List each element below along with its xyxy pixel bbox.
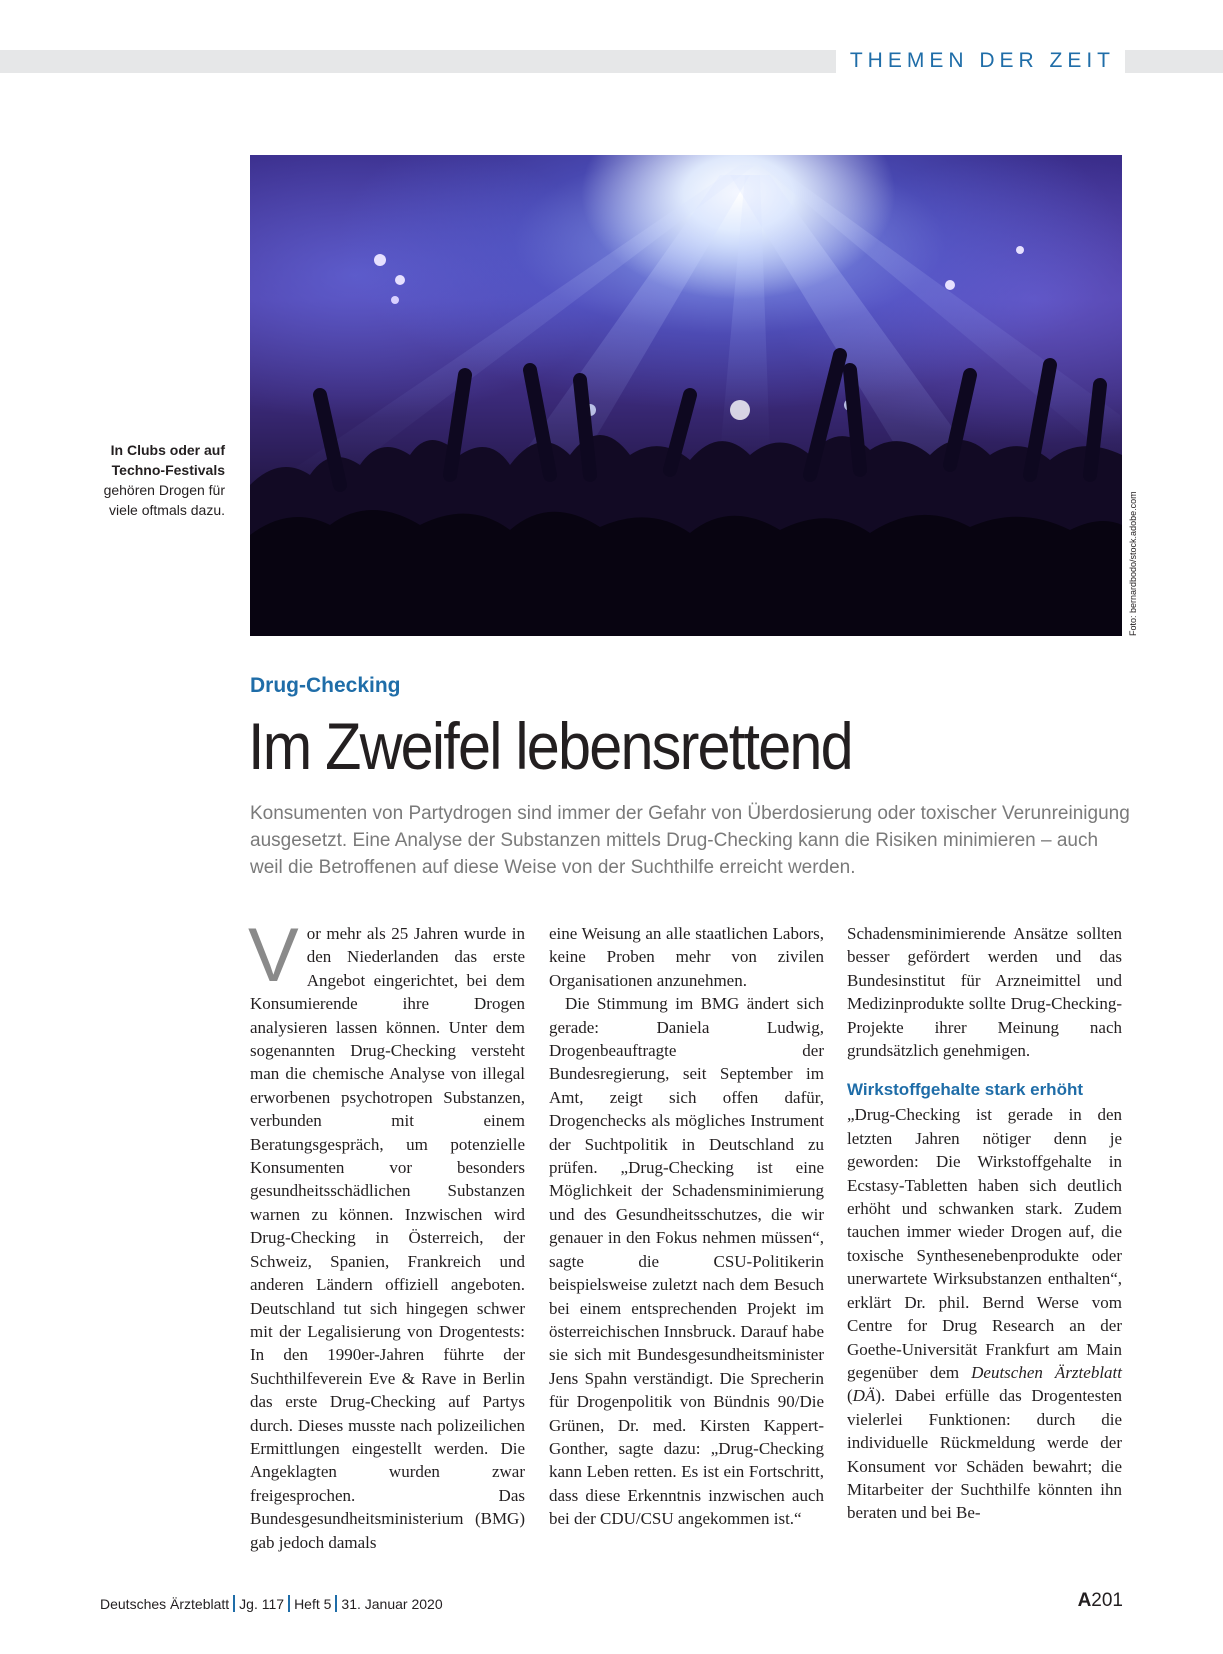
article-column-1 <box>248 913 525 1554</box>
paragraph: or mehr als 25 Jahren wurde in den Niederlanden das erste Angebot eingerichtet, bei dem Konsumierende ihre Drogen analysieren lassen können. Unter dem sogenannten Drug-Checking versteht man die chemische Analyse von illegal erworbenen psychotropen Substanzen, verbunden mit einem Beratungsgespräch, um potenzielle Konsumenten vor besonders gesundheitsschädlichen Substanzen warnen zu können. Inzwischen wird Drug-Checking in Österreich, der Schweiz, Spanien, Frankreich und anderen Ländern offiziell angeboten. Deutschland tut sich hingegen schwer mit der Legalisierung von Drogentests: In den 1990er-Jahren führte der Suchthilfeverein Eve & Rave in Berlin das erste Drug-Checking auf Partys durch. Dieses musste nach polizeilichen Ermittlungen eingestellt werden. Die Angeklagten wurden zwar freigesprochen. Das Bundesgesundheitsministerium (BMG) gab jedoch damals <box>250 924 525 1552</box>
article-column-3 <box>847 922 1122 1525</box>
caption-line-4: viele oftmals dazu. <box>109 502 225 518</box>
page-prefix: A <box>1077 1590 1092 1611</box>
article-headline: Im Zweifel lebensrettend <box>248 709 852 783</box>
publication-abbreviation: DÄ <box>852 1386 876 1406</box>
separator <box>335 1595 337 1612</box>
paragraph: Die Stimmung im BMG ändert sich gerade: Daniela Ludwig, Drogenbeauftragte der Bundesregierung, seit September im Amt, zeigt sich offen dafür, Drogenchecks als mögliches Instrument der Suchtpolitik in Deutschland zu prüfen. „Drug-Checking ist eine Möglichkeit der Schadensminimierung und des Gesundheitsschutzes, die wir genauer in den Fokus nehmen müssen“, sagte die CSU-Politikerin beispielsweise zuletzt nach dem Besuch bei einem entsprechenden Projekt im österreichischen Innsbruck. Darauf habe sie sich mit Bundesgesundheitsminister Jens Spahn verständigt. Die Sprecherin für Drogenpolitik von Bündnis 90/Die Grünen, Dr. med. Kirsten Kappert-Gonther, sagte dazu: „Drug-Checking kann Leben retten. Es ist ein Fortschritt, dass diese Erkenntnis inzwischen auch bei der CDU/CSU angekommen ist.“ <box>549 994 824 1529</box>
caption-bold-line-2: Techno-Festivals <box>111 462 225 478</box>
journal-date: 31. Januar 2020 <box>341 1596 443 1612</box>
stage-light <box>395 275 405 285</box>
concert-photo <box>250 155 1122 636</box>
article-subheading: Wirkstoffgehalte stark erhöht <box>847 1080 1083 1100</box>
stage-light <box>391 296 399 304</box>
footer-citation <box>100 1595 443 1612</box>
article-kicker: Drug-Checking <box>250 674 401 697</box>
article-lead: Konsumenten von Partydrogen sind immer der Gefahr von Überdosierung oder toxischer Verunreinigung ausgesetzt. Eine Analyse der Substanzen mittels Drug-Checking kann die Risiken minimieren – auch weil die Betroffenen auf diese Weise von der Suchthilfe erreicht werden. <box>250 803 1130 878</box>
article-column-2 <box>549 922 824 1531</box>
page-number <box>1078 1590 1123 1612</box>
stage-light <box>1016 246 1024 254</box>
journal-name: Deutsches Ärzteblatt <box>100 1596 230 1612</box>
photo-credit: Foto: bernardbodo/stock.adobe.com <box>1128 491 1138 636</box>
paragraph: eine Weisung an alle staatlichen Labors, keine Proben mehr von zivilen Organisationen anzunehmen. <box>549 924 824 990</box>
caption-line-3: gehören Drogen für <box>103 482 225 498</box>
separator <box>288 1595 290 1612</box>
stage-light <box>945 280 955 290</box>
paragraph <box>847 1103 1122 1524</box>
publication-name: Deutschen Ärzteblatt <box>971 1362 1122 1382</box>
concert-crowd-illustration <box>250 155 1122 636</box>
section-label: THEMEN DER ZEIT <box>836 48 1125 74</box>
stage-light <box>374 254 386 266</box>
stage-light <box>730 400 750 420</box>
paragraph-text: „Drug-Checking ist gerade in den letzten Jahren nötiger denn je geworden: Die Wirkstoffgehalte in Ecstasy-Tabletten haben sich deutlich erhöht und schwanken stark. Zudem tauchen immer wieder Drogen auf, die toxische Synthesenebenprodukte oder unerwartete Wirksubstanzen enthalten“, erklärt Dr. phil. Bernd Werse vom Centre for Drug Research an der Goethe-Universität Frankfurt am Main gegenüber dem <box>847 1105 1122 1382</box>
paragraph: Schadensminimierende Ansätze sollten besser gefördert werden und das Bundesinstitut für Arzneimittel und Medizinprodukte sollte Drug-Checking-Projekte ihrer Meinung nach grundsätzlich genehmigen. <box>847 924 1122 1061</box>
photo-caption <box>60 440 225 520</box>
paragraph-text: ( <box>847 1386 853 1406</box>
drop-cap: V <box>248 913 299 998</box>
journal-issue: Heft 5 <box>294 1596 332 1612</box>
caption-bold-line-1: In Clubs oder auf <box>110 442 225 458</box>
paragraph-text: ). Dabei erfülle das Drogentesten vielerlei Funktionen: durch die individuelle Rückmeldung werde der Konsument vor Schäden bewahrt; die Mitarbeiter der Suchthilfe könnten ihn beraten und bei Be- <box>847 1386 1122 1523</box>
journal-volume: Jg. 117 <box>239 1596 285 1612</box>
page-number-value: 201 <box>1091 1590 1123 1611</box>
separator <box>233 1595 235 1612</box>
